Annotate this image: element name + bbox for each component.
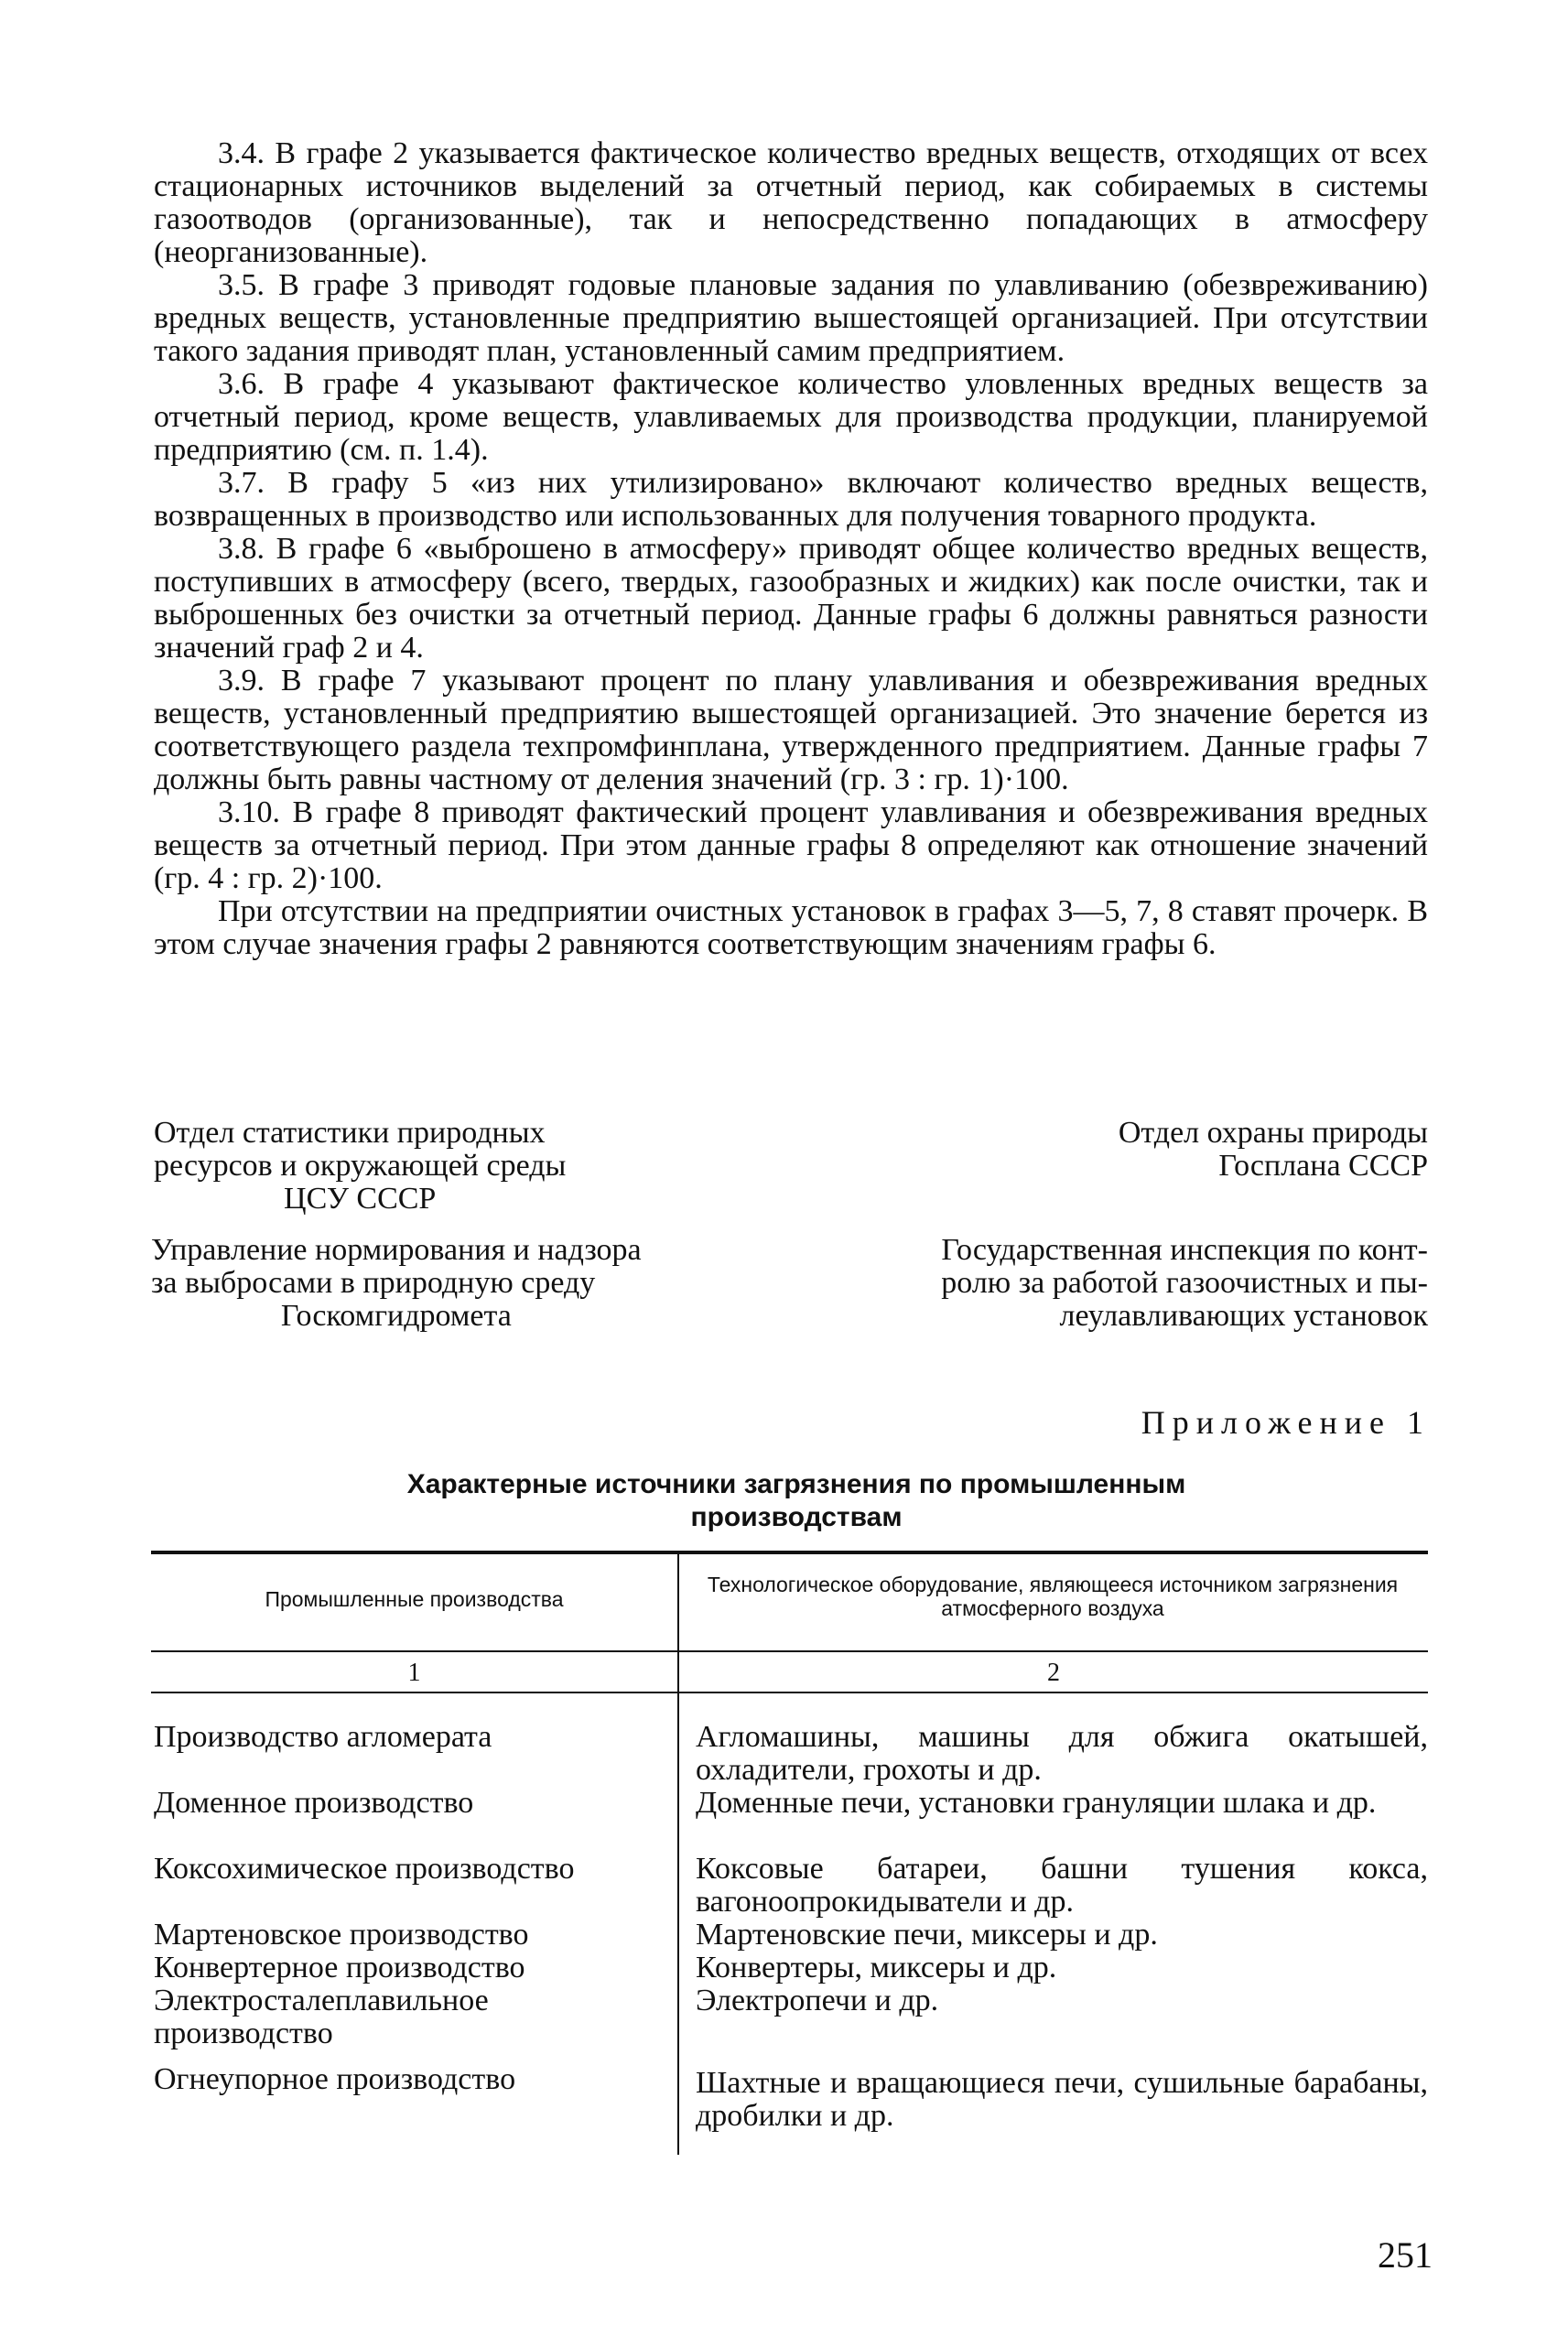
signature-line: ролю за работой газоочистных и пы- — [941, 1266, 1428, 1300]
signature-line: Государственная инспекция по конт- — [941, 1233, 1428, 1267]
table-row-equipment: Конвертеры, миксеры и др. — [696, 1951, 1057, 1984]
paragraph-3-6: 3.6. В графе 4 указывают фактическое количество уловленных вредных веществ за отчетный период, кроме веществ, улавливаемых для производства продукции, планируемой предприятию (см. п. 1.4). — [154, 367, 1428, 467]
table-rule-numbers — [151, 1692, 1428, 1693]
signature-line: Госплана СССР — [1218, 1149, 1428, 1183]
table-row-equipment: Агломашины, машины для обжига окатышей, охладители, грохоты и др. — [696, 1720, 1428, 1787]
paragraph-3-10: 3.10. В графе 8 приводят фактический процент улавливания и обезвреживания вредных веществ за отчетный период. При этом данные графы 8 определяют как отношение значений (гр. 4 : гр. 2)·100. — [154, 795, 1428, 895]
table-row-industry: Огнеупорное производство — [154, 2062, 516, 2096]
table-rule-header — [151, 1650, 1428, 1652]
table-row-equipment: Доменные печи, установки грануляции шлака и др. — [696, 1786, 1377, 1820]
instructions-text — [154, 137, 1428, 961]
table-row-equipment: Мартеновские печи, миксеры и др. — [696, 1918, 1158, 1952]
table-row-industry: Конвертерное производство — [154, 1951, 525, 1984]
table-row-industry: Коксохимическое производство — [154, 1852, 575, 1886]
column-number-1: 1 — [407, 1659, 421, 1687]
signature-goskomgidromet — [151, 1234, 642, 1333]
table-header-equipment: Технологическое оборудование, являющееся источником загрязнения атмосферного воздуха — [707, 1573, 1399, 1620]
paragraph-3-4: 3.4. В графе 2 указывается фактическое количество вредных веществ, отходящих от всех стационарных источников выделений за отчетный период, как собираемых в системы газоотводов (организованные), так и непосредственно попадающих в атмосферу (неорганизованные). — [154, 136, 1428, 269]
signature-line: Отдел статистики природных — [154, 1116, 546, 1150]
signature-line: за выбросами в природную среду — [151, 1266, 596, 1300]
pollution-sources-table — [151, 1551, 1428, 2155]
signature-line: Госкомгидромета — [280, 1299, 512, 1333]
table-row-equipment: Коксовые батареи, башни тушения кокса, вагоноопрокидыватели и др. — [696, 1852, 1428, 1919]
page-number: 251 — [1378, 2234, 1433, 2276]
paragraph-note: При отсутствии на предприятии очистных установок в графах 3—5, 7, 8 ставят прочерк. В этом случае значения графы 2 равняются соответствующим значениям графы 6. — [154, 894, 1428, 961]
signature-line: Отдел охраны природы — [1118, 1116, 1428, 1150]
column-number-2: 2 — [1047, 1659, 1060, 1687]
table-column-divider — [677, 1551, 679, 2155]
table-header-industry: Промышленные производства — [265, 1587, 564, 1611]
paragraph-3-9: 3.9. В графе 7 указывают процент по плану улавливания и обезвреживания вредных веществ, установленный предприятию вышестоящей организацией. Это значение берется из соответствующего раздела техпромфинплана, утвержденного предприятием. Данные графы 7 должны быть равны частному от деления значений (гр. 3 : гр. 1)·100. — [154, 664, 1428, 796]
table-row-equipment: Электропечи и др. — [696, 1984, 939, 2017]
appendix-title: Характерные источники загрязнения по промышленным производствам — [406, 1469, 1186, 1532]
table-row-industry: Доменное производство — [154, 1786, 474, 1820]
table-row-industry: Производство агломерата — [154, 1720, 492, 1754]
appendix-label: Приложение 1 — [1141, 1404, 1431, 1441]
paragraph-3-7: 3.7. В графу 5 «из них утилизировано» включают количество вредных веществ, возвращенных в производство или использованных для получения товарного продукта. — [154, 466, 1428, 533]
paragraph-3-8: 3.8. В графе 6 «выброшено в атмосферу» приводят общее количество вредных веществ, поступивших в атмосферу (всего, твердых, газообразных и жидких) как после очистки, так и выброшенных без очистки за отчетный период. Данные графы 6 должны равняться разности значений граф 2 и 4. — [154, 532, 1428, 665]
table-rule-top — [151, 1551, 1428, 1554]
signature-cso-dept — [154, 1117, 566, 1216]
signature-line: ресурсов и окружающей среды — [154, 1149, 567, 1183]
signature-state-inspection — [941, 1234, 1428, 1333]
signature-line: Управление нормирования и надзора — [151, 1233, 642, 1267]
signature-line: леулавливающих установок — [1059, 1299, 1428, 1333]
table-row-equipment: Шахтные и вращающиеся печи, сушильные барабаны, дробилки и др. — [696, 2066, 1428, 2133]
signature-gosplan-dept — [1119, 1117, 1428, 1183]
signature-line: ЦСУ СССР — [284, 1182, 437, 1216]
paragraph-3-5: 3.5. В графе 3 приводят годовые плановые задания по улавливанию (обезвреживанию) вредных веществ, установленные предприятию вышестоящей организацией. При отсутствии такого задания приводят план, установленный самим предприятием. — [154, 268, 1428, 368]
table-row-industry: Мартеновское производство — [154, 1918, 529, 1952]
table-row-industry: Электросталеплавильное производство — [154, 1984, 489, 2050]
